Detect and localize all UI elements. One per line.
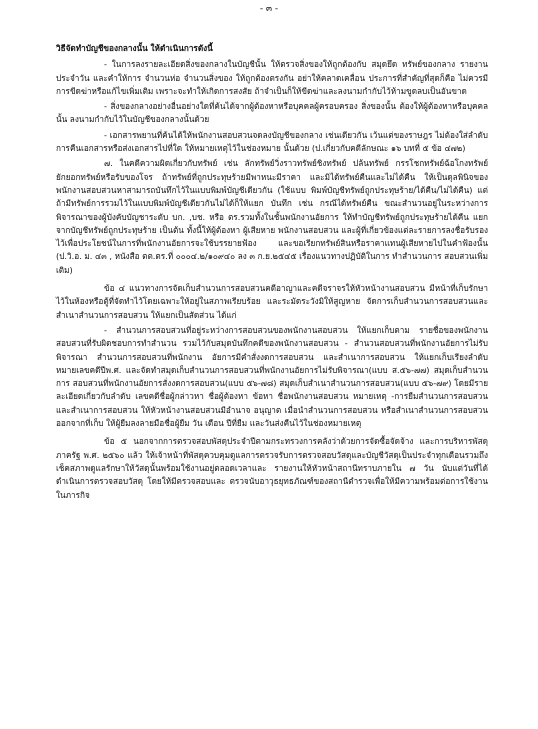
paragraph-article-4: ข้อ ๔ แนวทางการจัดเก็บสำนวนการสอบสวนคดีอาญาและคดีจราจรให้หัวหน้างานสอบสวน มีหน้าที่เก็บรักษาไว้ในห้องหรือตู้ที่จัดทำไว้โดยเฉพาะให้อยู่ในสภาพเรียบร้อย และระมัดระวังมิให้สูญหาย จัดการเก็บสำนวนการสอบสวนและสำเนาสำนวนการสอบสวน ให้แยกเป็นสัดส่วน ได้แก่	[56, 283, 488, 320]
document-body	[56, 42, 488, 504]
paragraph-file-storage: - สำนวนการสอบสวนที่อยู่ระหว่างการสอบสวนของพนักงานสอบสวน ให้แยกเก็บตาม รายชื่อของพนักงานสอบสวนที่รับผิดชอบการทำสำนวน รวมไว้กับสมุดบันทึกคดีของพนักงานสอบสวน - สำนวนสอบสวนที่พนักงานอัยการไม่รับพิจารณา สำนวนการสอบสวนที่พนักงาน อัยการมีคำสั่งงดการสอบสวน และสำเนาการสอบสวน ให้แยกเก็บเรียงลำดับหมายเลขคดีปีพ.ศ. และจัดทำสมุดเก็บสำนวนการสอบสวนที่พนักงานอัยการไม่รับพิจารณา(แบบ ส.๕๖-๗๗) สมุดเก็บสำนวนการ สอบสวนที่พนักงานอัยการสั่งงดการสอบสวน(แบบ ๕๖-๗๘) สมุดเก็บสำเนาสำนวนการสอบสวน(แบบ ๕๖-๗๙) โดยมีรายละเอียดเกี่ยวกับลำดับ เลขคดีชื่อผู้กล่าวหา ชื่อผู้ต้องหา ข้อหา ชื่อพนักงานสอบสวน หมายเหตุ -การยืมสำนวนการสอบสวน และสำเนาการสอบสวน ให้หัวหน้างานสอบสวนมีอำนาจ อนุญาต เมื่อนำสำนวนการสอบสวน หรือสำเนาสำนวนการสอบสวนออกจากที่เก็บ ให้ผู้ยืมลงลายมือชื่อผู้ยืม วัน เดือน ปีที่ยืม และวันส่งคืนไว้ในช่องหมายเหตุ	[56, 324, 488, 429]
paragraph-documents: - เอกสารพยานที่ค้นได้ให้พนักงานสอบสวนจดลงบัญชีของกลาง เช่นเดียวกัน เว้นแต่ของราษฎร ไม่ต้องใส่ลำดับการคืนเอกสารหรือส่งเอกสารไปที่ใด ให้หมายเหตุไว้ในช่องหมาย นั้นด้วย (ป.เกี่ยวกับคดีลักษณะ ๑๖ บทที่ ๕ ข้อ ๔๗๒)	[56, 129, 488, 154]
paragraph-article-5: ข้อ ๕ นอกจากการตรวจสอบพัสดุประจำปีตามกระทรวงการคลังว่าด้วยการจัดซื้อจัดจ้าง และการบริหารพัสดุภาครัฐ พ.ศ. ๒๕๖๐ แล้ว ให้เจ้าหน้าที่พัสดุควบคุมดูแลการตรวจรับการตรวจสอบวัสดุและบัญชีวัสดุเป็นประจำทุกเดือนรวมถึงเช็คสภาพดูแลรักษาให้วัสดุนั้นพร้อมใช้งานอยู่ตลอดเวลาและ รายงานให้หัวหน้าสถานีทราบภายใน ๗ วัน นับแต่วันที่ได้ดำเนินการตรวจสอบวัสดุ โดยให้มีตรวจสอบและ ตรวจนับอาวุธยุทธภัณฑ์ของสถานีตำรวจเพื่อให้มีความพร้อมต่อการใช้งานในภารกิจ	[56, 436, 488, 500]
paragraph-other-items: - สิ่งของกลางอย่างอื่นอย่างใดที่ค้นได้จากผู้ต้องหาหรือบุคคลผู้ครอบครอง สิ่งของนั้น ต้องให้ผู้ต้องหาหรือบุคคลนั้น ลงนามกำกับไว้ในบัญชีของกลางนั้นด้วย	[56, 101, 488, 125]
page-number: - ๓ -	[259, 4, 279, 14]
paragraph-property-cases: ๗. ในคดีความผิดเกี่ยวกับทรัพย์ เช่น ลักทรัพย์วิ่งราวทรัพย์ชิงทรัพย์ ปล้นทรัพย์ กรรโชกทรัพย์ฉ้อโกงทรัพย์ยักยอกทรัพย์หรือรับของโจร ถ้าทรัพย์ที่ถูกประทุษร้ายมีพาหนะมีราคา และมิได้ทรัพย์คืนและไม่ได้คืน ให้เป็นดุลพินิจของพนักงานสอบสวนหาสามารถบันทึกไว้ในแบบพิมพ์บัญชีเดียวกัน (ใช้แบบ พิมพ์บัญชีทรัพย์ถูกประทุษร้าย/ได้คืน/ไม่ได้คืน) แต่ถ้ามีทรัพย์การรวมไว้ในแบบพิมพ์บัญชีเดียวกันไม่ได้ก็ให้แยก บันทึก เช่น กรณีได้ทรัพย์คืน ขณะสำนวนอยู่ในระหว่างการพิจารณาของผู้บังคับบัญชาระดับ บก. ,บช. หรือ ตร.รวมทั้งในชั้นพนักงานอัยการ ให้ทำบัญชีทรัพย์ถูกประทุษร้ายได้คืน แยกจากบัญชีทรัพย์ถูกประทุษร้าย เป็นต้น ทั้งนี้ให้ผู้ต้องหา ผู้เสียหาย พนักงานสอบสวน และผู้ที่เกี่ยวข้องแต่ละรายการลงชื่อรับรองไว้เพื่อประโยชน์ในการที่พนักงานอัยการจะใช้บรรยายฟ้อง และขอเรียกทรัพย์สินหรือราคาแทนผู้เสียหายไปในคำฟ้องนั้น (ป.วิ.อ. ม. ๔๓ , หนังสือ ตต.ตร.ที่ ๐๐๐๔.๒/๑๐๙๔๐ ลง ๓ ก.ย.๒๕๔๕ เรื่องแนวทางปฏิบัติในการ ทำสำนวนการ สอบสวนเพิ่มเติม)	[56, 158, 488, 275]
paragraph-evidence-details: - ในการลงรายละเอียดสิ่งของกลางในบัญชีนั้น ให้ตรวจสิ่งของให้ถูกต้องกับ สมุดยึด ทรัพย์ของกลาง รายงานประจำวัน และคำให้การ จำนวนห่อ จำนวนสิ่งของ ให้ถูกต้องตรงกัน อย่าให้คลาดเคลื่อน ประการที่สำคัญที่สุดก็คือ ไม่ควรมีการขีดฆ่าหรือแก้ไขเพิ่มเติม เพราะจะทำให้เกิดการสงสัย ถ้าจำเป็นก็ให้ขีดฆ่าและลงนามกำกับไว้ห้ามขูดลบเป็นอันขาด	[56, 59, 488, 96]
section-heading: วิธีจัดทำบัญชีของกลางนั้น ให้ดำเนินการดังนี้	[56, 43, 213, 53]
